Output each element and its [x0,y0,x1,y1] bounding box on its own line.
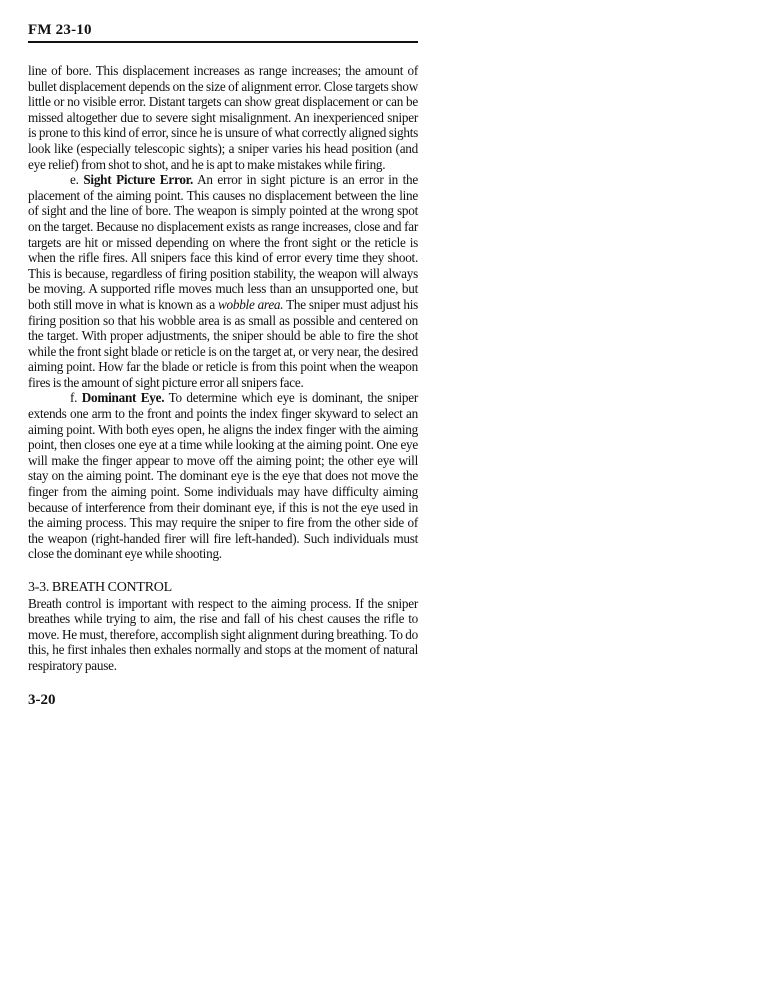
running-head: FM 23-10 [28,22,418,43]
paragraph-f-label: f. [70,390,78,406]
paragraph-f-lead: Dominant Eye. [81,390,165,406]
paragraph-f [28,390,418,562]
document-page [28,22,418,709]
continued-paragraph: line of bore. This displacement increases as range increases; the amount of bullet displacement depends on the size of alignment error. Close targets show little or no visible error. Distant targets can show great displacement or can be missed altogether due to severe sight misalignment. An inexperienced sniper is prone to this kind of error, since he is unsure of what correctly aligned sights look like (especially telescopic sights); a sniper varies his head position (and eye relief) from shot to shot, and he is apt to make mistakes while firing. [28,63,418,172]
wobble-area-term: wobble area. [217,296,284,312]
paragraph-e-text-before: An error in sight picture is an error in the placement of the aiming point. This causes no displacement between the line of sight and the line of bore. The weapon is simply pointed at the wrong spot on the target. Because no displacement exists as range increases, close and far targets are hit or missed depending on where the front sight or the reticle is when the rifle fires. All snipers face this kind of error every time they shoot. This is because, regardless of firing position stability, the weapon will always be moving. A supported rifle moves much less than an unsupported one, but both still move in what is known as a [28,172,418,312]
paragraph-e-lead: Sight Picture Error. [83,172,194,188]
body-text [28,63,418,674]
paragraph-e-text-after: The sniper must adjust his firing position so that his wobble area is as small as possible and centered on the target. With proper adjustments, the sniper should be able to fire the shot while the front sight blade or reticle is on the target at, or very near, the desired aiming point. How far the blade or reticle is from this point when the weapon fires is the amount of sight picture error all snipers face. [28,296,419,390]
paragraph-f-text: To determine which eye is dominant, the sniper extends one arm to the front and points the index finger skyward to select an aiming point. With both eyes open, he aligns the index finger with the aiming point, then closes one eye at a time while looking at the aiming point. One eye will make the finger appear to move off the aiming point; the other eye will stay on the aiming point. The dominant eye is the eye that does not move the finger from the aiming point. Some individuals may have difficulty aiming because of interference from their dominant eye, if this is not the eye used in the aiming process. This may require the sniper to fire from the other side of the weapon (right-handed firer will fire left-handed). Such individuals must close the dominant eye while shooting. [28,390,419,562]
section-paragraph: Breath control is important with respect to the aiming process. If the sniper breathes while trying to aim, the rise and fall of his chest causes the rifle to move. He must, therefore, accomplish sight alignment during breathing. To do this, he first inhales then exhales normally and stops at the moment of natural respiratory pause. [28,595,418,673]
page-number: 3-20 [28,691,56,708]
paragraph-e-label: e. [70,172,79,188]
section-heading: 3-3. BREATH CONTROL [28,580,172,595]
paragraph-e [28,172,418,390]
